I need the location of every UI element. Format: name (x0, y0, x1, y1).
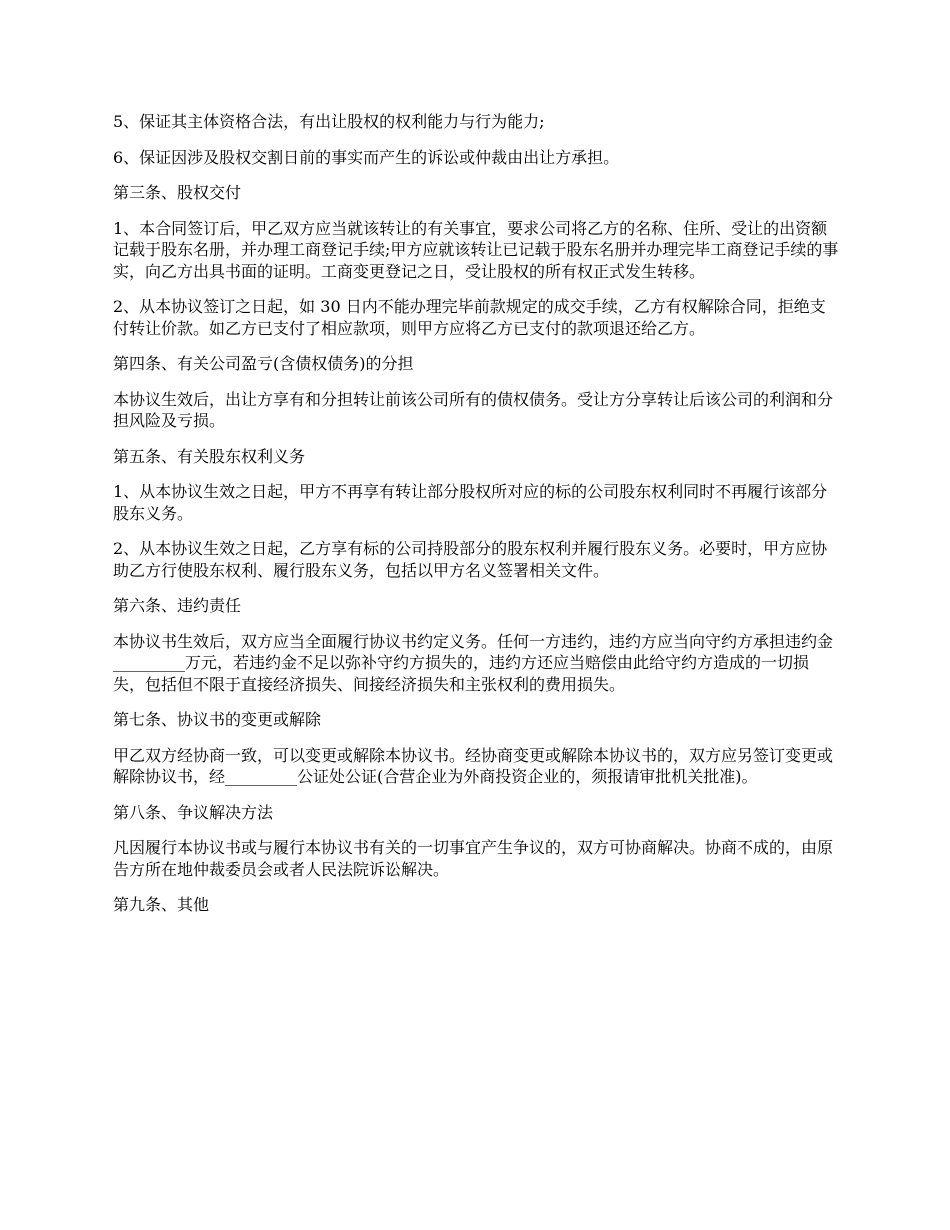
document-body (113, 111, 840, 930)
article-8-heading: 第八条、争议解决方法 (113, 802, 274, 822)
article-6-heading: 第六条、违约责任 (113, 596, 242, 615)
article-7-body: 甲乙双方经协商一致，可以变更或解除本协议书。经协商变更或解除本协议书的，双方应另签订变更或解除协议书，经_________公证处公证(合营企业为外商投资企业的，须报请审批机关批准)。 (113, 745, 834, 786)
article-9-heading: 第九条、其他 (113, 895, 210, 914)
article-3-item-2: 2、从本协议签订之日起，如 30 日内不能办理完毕前款规定的成交手续，乙方有权解除合同，拒绝支付转让价款。如乙方已支付了相应款项，则甲方应将乙方已支付的款项退还给乙方。 (113, 297, 826, 338)
article-4-body: 本协议生效后，出让方享有和分担转让前该公司所有的债权债务。受让方分享转让后该公司的利润和分担风险及亏损。 (113, 389, 834, 430)
clause-item-5: 5、保证其主体资格合法，有出让股权的权利能力与行为能力; (113, 112, 545, 131)
article-3-item-1: 1、本合同签订后，甲乙双方应当就该转让的有关事宜，要求公司将乙方的名称、住所、受让的出资额记载于股东名册，并办理工商登记手续;甲方应就该转让已记载于股东名册并办理完毕工商登记手续的事实，向乙方出具书面的证明。工商变更登记之日，受让股权的所有权正式发生转移。 (113, 218, 839, 281)
article-5-item-2: 2、从本协议生效之日起，乙方享有标的公司持股部分的股东权利并履行股东义务。必要时，甲方应协助乙方行使股东权利、履行股东义务，包括以甲方名义签署相关文件。 (113, 539, 828, 580)
article-8-body: 凡因履行本协议书或与履行本协议书有关的一切事宜产生争议的，双方可协商解决。协商不成的，由原告方所在地仲裁委员会或者人民法院诉讼解决。 (113, 838, 834, 879)
article-5-item-1: 1、从本协议生效之日起，甲方不再享有转让部分股权所对应的标的公司股东权利同时不再履行该部分股东义务。 (113, 482, 828, 523)
article-7-heading: 第七条、协议书的变更或解除 (113, 710, 322, 729)
article-6-body: 本协议书生效后，双方应当全面履行协议书约定义务。任何一方违约，违约方应当向守约方承担违约金_________万元，若违约金不足以弥补守约方损失的，违约方还应当赔偿由此给守约方造成的一切损失，包括但不限于直接经济损失、间接经济损失和主张权利的费用损失。 (113, 631, 834, 694)
article-3-heading: 第三条、股权交付 (113, 183, 242, 202)
article-5-heading: 第五条、有关股东权利义务 (113, 446, 306, 466)
clause-item-6: 6、保证因涉及股权交割日前的事实而产生的诉讼或仲裁由出让方承担。 (113, 147, 620, 167)
article-4-heading: 第四条、有关公司盈亏(含债权债务)的分担 (113, 354, 414, 373)
